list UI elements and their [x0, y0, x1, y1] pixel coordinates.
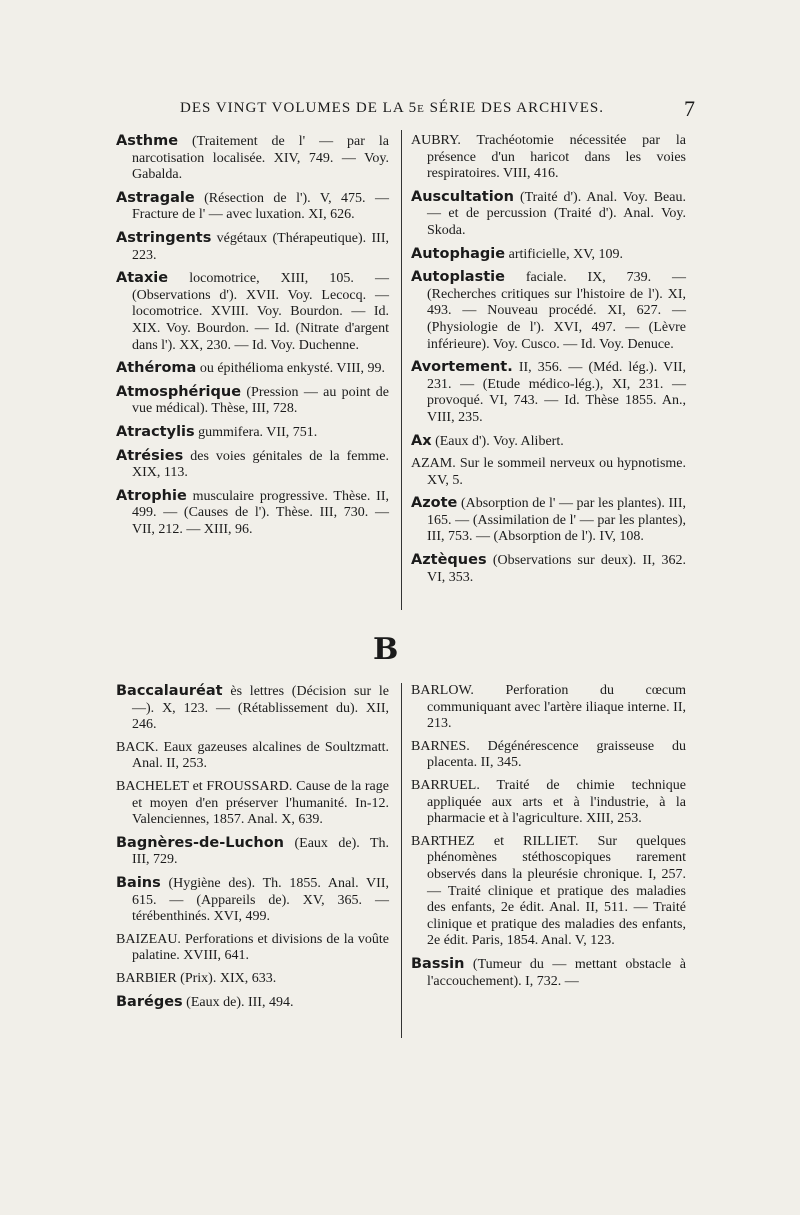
- index-entry: [116, 230, 389, 264]
- entry-text: BACK. Eaux gazeuses alcalines de Soultzmatt. Anal. II, 253.: [116, 739, 389, 772]
- page-header: [150, 96, 695, 126]
- entry-text: II, 356. — (Méd. lég.). VII, 231. — (Etude médico-lég.), XI, 231. — provoqué. VI, 743. — Id. Thèse 1855. An., VIII, 235.: [427, 360, 686, 425]
- index-entry: [411, 552, 686, 586]
- index-entry: [116, 779, 389, 829]
- page-running-title: DES VINGT VOLUMES DE LA 5e SÉRIE DES ARCHIVES.: [180, 100, 604, 116]
- entry-headword: Auscultation: [411, 188, 514, 205]
- entry-text: BACHELET et FROUSSARD. Cause de la rage et moyen d'en préserver l'humanité. In-12. Valenciennes, 1857. Anal. X, 639.: [116, 778, 389, 828]
- entry-text: végétaux (Thérapeutique). III, 223.: [132, 230, 389, 263]
- index-entry: [411, 269, 686, 353]
- entry-headword: Ax: [411, 432, 432, 449]
- entry-text: (Absorption de l' — par les plantes). III, 165. — (Assimilation de l' — par les plantes), III, 753. — (Absorption de l'). IV, 108.: [427, 496, 686, 545]
- entry-headword: Asthme: [116, 133, 179, 149]
- index-entry: [411, 739, 686, 772]
- entry-headword: Atrophie: [116, 487, 187, 504]
- index-entry: [116, 994, 389, 1012]
- entry-text: (Traitement de l' — par la narcotisation localisée. XIV, 749. — Voy. Gabalda.: [132, 134, 389, 183]
- index-entry: [411, 246, 686, 264]
- column-b-left: [116, 683, 389, 1017]
- index-entry: [116, 488, 389, 539]
- entry-text: BARTHEZ et RILLIET. Sur quelques phénomènes stéthoscopiques rarement observés dans la pleurésie chronique. I, 257. — Traité clinique et pratique des maladies des enfants, 2e édit. Anal. II, 511. — Traité clinique et pratique des maladies des enfants, 2e édit. Paris, 1854. Anal. V, 123.: [411, 833, 686, 949]
- entry-text: faciale. IX, 739. — (Recherches critiques sur l'histoire de l'). XI, 493. — Nouveau procédé. XI, 627. — (Physiologie de l'). XVI, 497. — (Lèvre inférieure). Voy. Cusco. — Id. Voy. Denuce.: [427, 270, 686, 352]
- entry-headword: Atrésies: [116, 447, 184, 464]
- entry-headword: Bains: [116, 874, 161, 891]
- index-entry: [116, 424, 389, 442]
- column-a-left: [116, 133, 389, 544]
- column-a-right: [411, 133, 686, 592]
- index-entry: [116, 971, 389, 988]
- index-entry: [116, 875, 389, 926]
- entry-text: des voies génitales de la femme. XIX, 113.: [132, 448, 389, 481]
- entry-text: (Tumeur du — mettant obstacle à l'accouchement). I, 732. —: [427, 956, 686, 989]
- entry-headword: Autophagie: [411, 245, 506, 262]
- index-entry: [411, 133, 686, 183]
- entry-headword: Avortement.: [411, 359, 513, 376]
- entry-text: artificielle, XV, 109.: [505, 246, 624, 262]
- entry-text: (Résection de l'). V, 475. — Fracture de l' — avec luxation. XI, 626.: [132, 190, 389, 223]
- entry-headword: Bassin: [411, 955, 465, 972]
- entry-text: BAIZEAU. Perforations et divisions de la voûte palatine. XVIII, 641.: [116, 931, 389, 964]
- entry-text: BARBIER (Prix). XIX, 633.: [116, 970, 277, 986]
- entry-text: (Eaux de). III, 494.: [182, 994, 294, 1010]
- entry-text: gummifera. VII, 751.: [194, 424, 318, 440]
- entry-text: AZAM. Sur le sommeil nerveux ou hypnotisme. XV, 5.: [411, 456, 686, 488]
- index-entry: [411, 189, 686, 240]
- entry-headword: Baréges: [116, 993, 183, 1010]
- index-entry: [116, 270, 389, 354]
- index-entry: [116, 190, 389, 224]
- entry-text: (Pression — au point de vue médical). Thèse, III, 728.: [132, 384, 389, 417]
- entry-text: BARRUEL. Traité de chimie technique appliquée aux arts et à l'industrie, à la pharmacie et à l'agriculture. XIII, 253.: [411, 777, 686, 827]
- page-number: 7: [684, 96, 695, 121]
- column-divider-bottom: [401, 683, 402, 1038]
- entry-headword: Ataxie: [116, 270, 169, 287]
- entry-headword: Atmosphérique: [116, 383, 242, 400]
- entry-headword: Baccalauréat: [116, 683, 223, 699]
- entry-text: (Eaux de). Th. III, 729.: [132, 835, 389, 868]
- index-entry: [116, 835, 389, 869]
- index-entry: [411, 956, 686, 990]
- entry-headword: Bagnères-de-Luchon: [116, 834, 285, 851]
- entry-text: ès lettres (Décision sur le —). X, 123. — (Rétablissement du). XII, 246.: [132, 684, 389, 733]
- index-entry: [411, 495, 686, 546]
- entry-text: AUBRY. Trachéotomie nécessitée par la présence d'un haricot dans les voies respiratoires. VIII, 416.: [411, 133, 686, 182]
- entry-text: (Hygiène des). Th. 1855. Anal. VII, 615. — (Appareils de). XV, 365. — térébenthinés. XVI, 499.: [132, 875, 389, 925]
- index-entry: [411, 433, 686, 451]
- entry-headword: Azote: [411, 495, 458, 512]
- entry-text: ou épithélioma enkysté. VIII, 99.: [196, 361, 386, 377]
- section-letter: B: [373, 632, 399, 667]
- index-entry: [411, 683, 686, 733]
- index-entry: [411, 834, 686, 950]
- column-b-right: [411, 683, 686, 996]
- index-entry: [116, 740, 389, 773]
- index-entry: [116, 384, 389, 418]
- entry-headword: Autoplastie: [411, 269, 505, 286]
- entry-text: BARNES. Dégénérescence graisseuse du placenta. II, 345.: [411, 738, 686, 771]
- index-entry: [411, 359, 686, 426]
- index-entry: [116, 683, 389, 734]
- column-divider-top: [401, 130, 402, 610]
- entry-text: (Observations sur deux). II, 362. VI, 353.: [427, 553, 686, 585]
- entry-text: BARLOW. Perforation du cœcum communiquant avec l'artère iliaque interne. II, 213.: [411, 683, 686, 732]
- index-entry: [411, 456, 686, 489]
- entry-headword: Astringents: [116, 229, 212, 246]
- index-entry: [411, 778, 686, 828]
- entry-headword: Astragale: [116, 189, 195, 206]
- entry-headword: Athéroma: [116, 360, 197, 377]
- index-entry: [116, 360, 389, 378]
- entry-text: musculaire progressive. Thèse. II, 499. — (Causes de l'). Thèse. III, 730. — VII, 212. — XIII, 96.: [132, 488, 389, 537]
- entry-text: locomotrice, XIII, 105. — (Observations d'). XVII. Voy. Lecocq. — locomotrice. XVIII. Voy. Bourdon. — Id. XIX. Voy. Bourdon. — Id. (Nitrate d'argent dans l'). XX, 230. — Id. Voy. Duchenne.: [132, 271, 389, 353]
- index-entry: [116, 133, 389, 184]
- entry-text: (Traité d'). Anal. Voy. Beau. — et de percussion (Traité d'). Anal. Voy. Skoda.: [427, 189, 686, 238]
- entry-headword: Aztèques: [411, 552, 487, 569]
- entry-text: (Eaux d'). Voy. Alibert.: [431, 433, 564, 449]
- index-entry: [116, 448, 389, 482]
- index-entry: [116, 932, 389, 965]
- entry-headword: Atractylis: [116, 423, 195, 440]
